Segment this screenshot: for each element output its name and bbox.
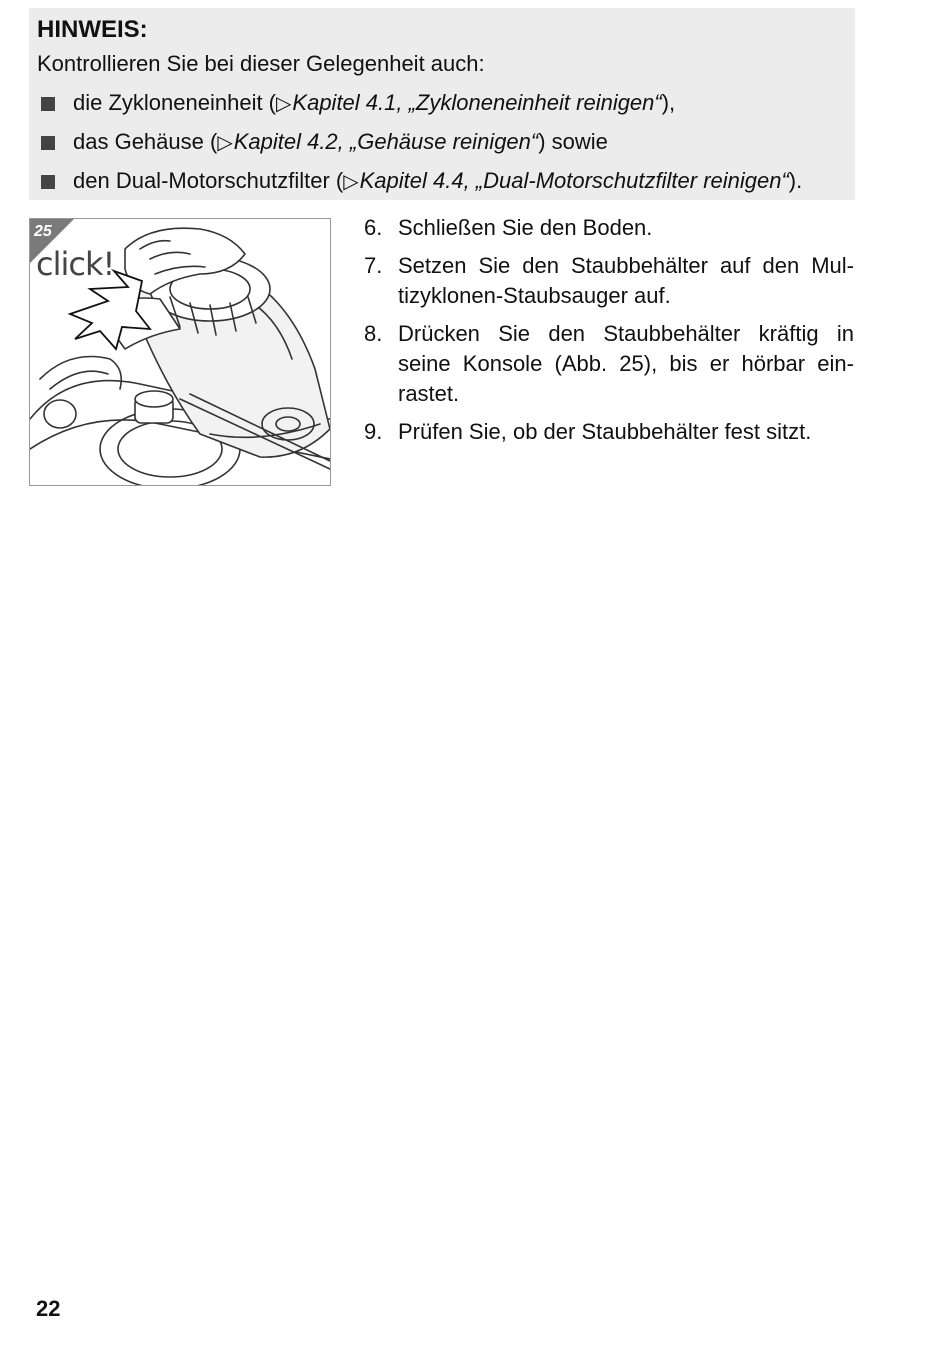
hint-item bbox=[37, 123, 847, 162]
hint-item-post: ). bbox=[788, 168, 803, 193]
step-number: 8. bbox=[364, 321, 383, 346]
chapter-reference-link[interactable]: Kapitel 4.1, „Zykloneneinheit reinigen“ bbox=[292, 90, 662, 115]
hint-item-text bbox=[73, 84, 675, 123]
step-item bbox=[364, 251, 854, 311]
chapter-reference-link[interactable]: Kapitel 4.4, „Dual-Motorschutzfilter reinigen“ bbox=[359, 168, 789, 193]
chapter-reference-link[interactable]: Kapitel 4.2, „Gehäuse reinigen“ bbox=[233, 129, 539, 154]
step-line: tizyklonen-Staubsauger auf. bbox=[398, 283, 671, 308]
hint-list bbox=[37, 84, 847, 201]
square-bullet-icon bbox=[41, 136, 55, 150]
triangle-arrow-icon: ▷ bbox=[343, 171, 359, 193]
step-text bbox=[398, 319, 854, 409]
page-number: 22 bbox=[36, 1296, 61, 1321]
step-line: Schließen Sie den Boden. bbox=[398, 215, 653, 240]
square-bullet-icon bbox=[41, 175, 55, 189]
hint-title: HINWEIS: bbox=[37, 16, 148, 43]
step-number: 7. bbox=[364, 253, 383, 278]
step-item bbox=[364, 417, 854, 447]
triangle-arrow-icon: ▷ bbox=[276, 93, 292, 115]
step-text bbox=[398, 417, 854, 447]
step-line: Prüfen Sie, ob der Staubbehälter fest sitzt. bbox=[398, 419, 812, 444]
hint-item bbox=[37, 84, 847, 123]
step-line: Drücken Sie den Staubbehälter kräftig in bbox=[398, 321, 854, 346]
hint-item-pre: den Dual-Motorschutzfilter ( bbox=[73, 168, 344, 193]
triangle-arrow-icon: ▷ bbox=[217, 132, 233, 154]
step-line: Setzen Sie den Staubbehälter auf den Mul- bbox=[398, 253, 854, 278]
hint-item-text bbox=[73, 123, 608, 162]
step-item bbox=[364, 319, 854, 409]
step-line: seine Konsole (Abb. 25), bis er hörbar ein- bbox=[398, 351, 854, 376]
step-text bbox=[398, 251, 854, 311]
instruction-steps bbox=[364, 213, 854, 455]
step-number: 6. bbox=[364, 215, 383, 240]
figure-25-illustration bbox=[29, 218, 331, 486]
hint-item-post: ), bbox=[661, 90, 676, 115]
hint-item-text bbox=[73, 162, 802, 201]
hint-item-pre: die Zykloneneinheit ( bbox=[73, 90, 277, 115]
step-number: 9. bbox=[364, 419, 383, 444]
step-text bbox=[398, 213, 854, 243]
hint-box bbox=[29, 8, 855, 200]
step-item bbox=[364, 213, 854, 243]
hint-intro: Kontrollieren Sie bei dieser Gelegenheit auch: bbox=[37, 51, 485, 76]
hint-item bbox=[37, 162, 847, 201]
step-line: rastet. bbox=[398, 381, 460, 406]
click-label: click! bbox=[36, 245, 115, 283]
hint-item-post: ) sowie bbox=[538, 129, 608, 154]
figure-number: 25 bbox=[34, 223, 52, 240]
square-bullet-icon bbox=[41, 97, 55, 111]
hint-item-pre: das Gehäuse ( bbox=[73, 129, 218, 154]
